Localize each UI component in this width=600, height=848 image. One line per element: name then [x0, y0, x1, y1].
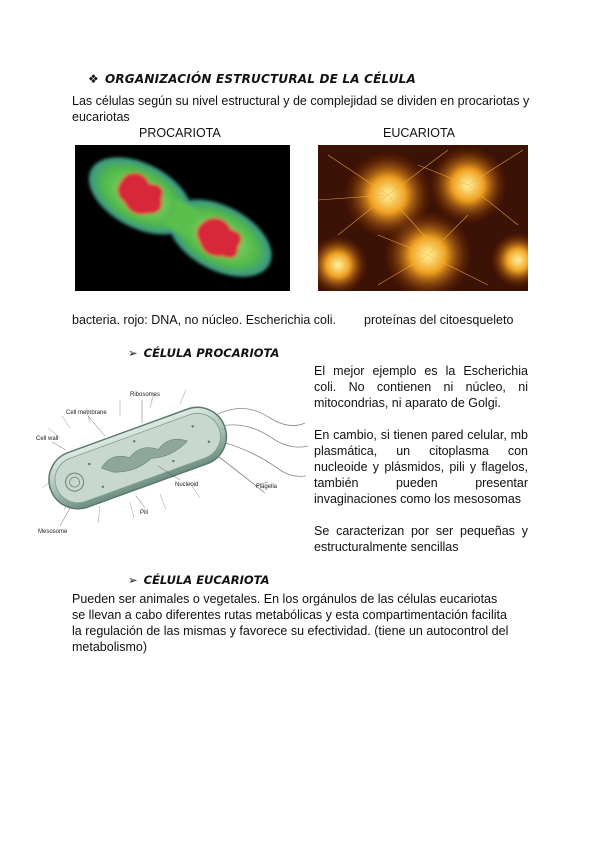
prokaryote-diagram: [30, 378, 310, 538]
bacteria-caption: bacteria. rojo: DNA, no núcleo. Escherichia coli.: [72, 313, 337, 327]
procariota-paragraph-2: En cambio, si tienen pared celular, mb plasmática, un citoplasma con nucleoide y plásmidos, pili y flagelos, también pueden presentar invaginaciones como los mesosomas: [314, 428, 528, 506]
procariota-paragraph-1: El mejor ejemplo es la Escherichia coli. No contienen ni núcleo, ni mitocondrias, ni aparato de Golgi.: [314, 364, 528, 410]
eucariota-title: CÉLULA EUCARIOTA: [143, 573, 270, 587]
section-title: ORGANIZACIÓN ESTRUCTURAL DE LA CÉLULA: [104, 72, 416, 86]
label-ribosomes: Ribosomes: [130, 392, 161, 398]
label-cell-wall: Cell wall: [36, 436, 59, 442]
eucariota-paragraph: Pueden ser animales o vegetales. En los orgánulos de las células eucariotas se llevan a cabo diferentes rutas metabólicas y esta compartimentación facilita la regulación de las mismas y favorece su efectividad. (tiene un autocontrol del metabolismo): [72, 592, 509, 654]
procariota-title: CÉLULA PROCARIOTA: [143, 346, 280, 360]
cytoskeleton-micrograph: [318, 145, 528, 291]
bacteria-micrograph: [75, 145, 290, 291]
label-mesosome: Mesosome: [38, 529, 68, 535]
arrow-bullet-icon: ➢: [128, 346, 138, 360]
procariota-paragraph-3: Se caracterizan por ser pequeñas y estructuralmente sencillas: [314, 524, 528, 554]
arrow-bullet-icon: ➢: [128, 573, 138, 587]
intro-paragraph: Las células según su nivel estructural y de complejidad se dividen en procariotas y eucariotas: [72, 94, 530, 124]
procariota-heading: [128, 346, 279, 360]
label-nucleoid: Nucleoid: [175, 482, 199, 488]
label-flagella: Flagella: [256, 484, 278, 490]
eucariota-label: EUCARIOTA: [383, 126, 455, 140]
eucariota-heading: [128, 573, 270, 587]
label-cell-membrane: Cell membrane: [66, 410, 107, 416]
procariota-label: PROCARIOTA: [139, 126, 221, 140]
section-heading: [88, 72, 416, 86]
diamond-bullet-icon: ❖: [88, 72, 99, 86]
cytoskeleton-caption: proteínas del citoesqueleto: [364, 313, 514, 327]
label-pili: Pili: [140, 510, 149, 516]
